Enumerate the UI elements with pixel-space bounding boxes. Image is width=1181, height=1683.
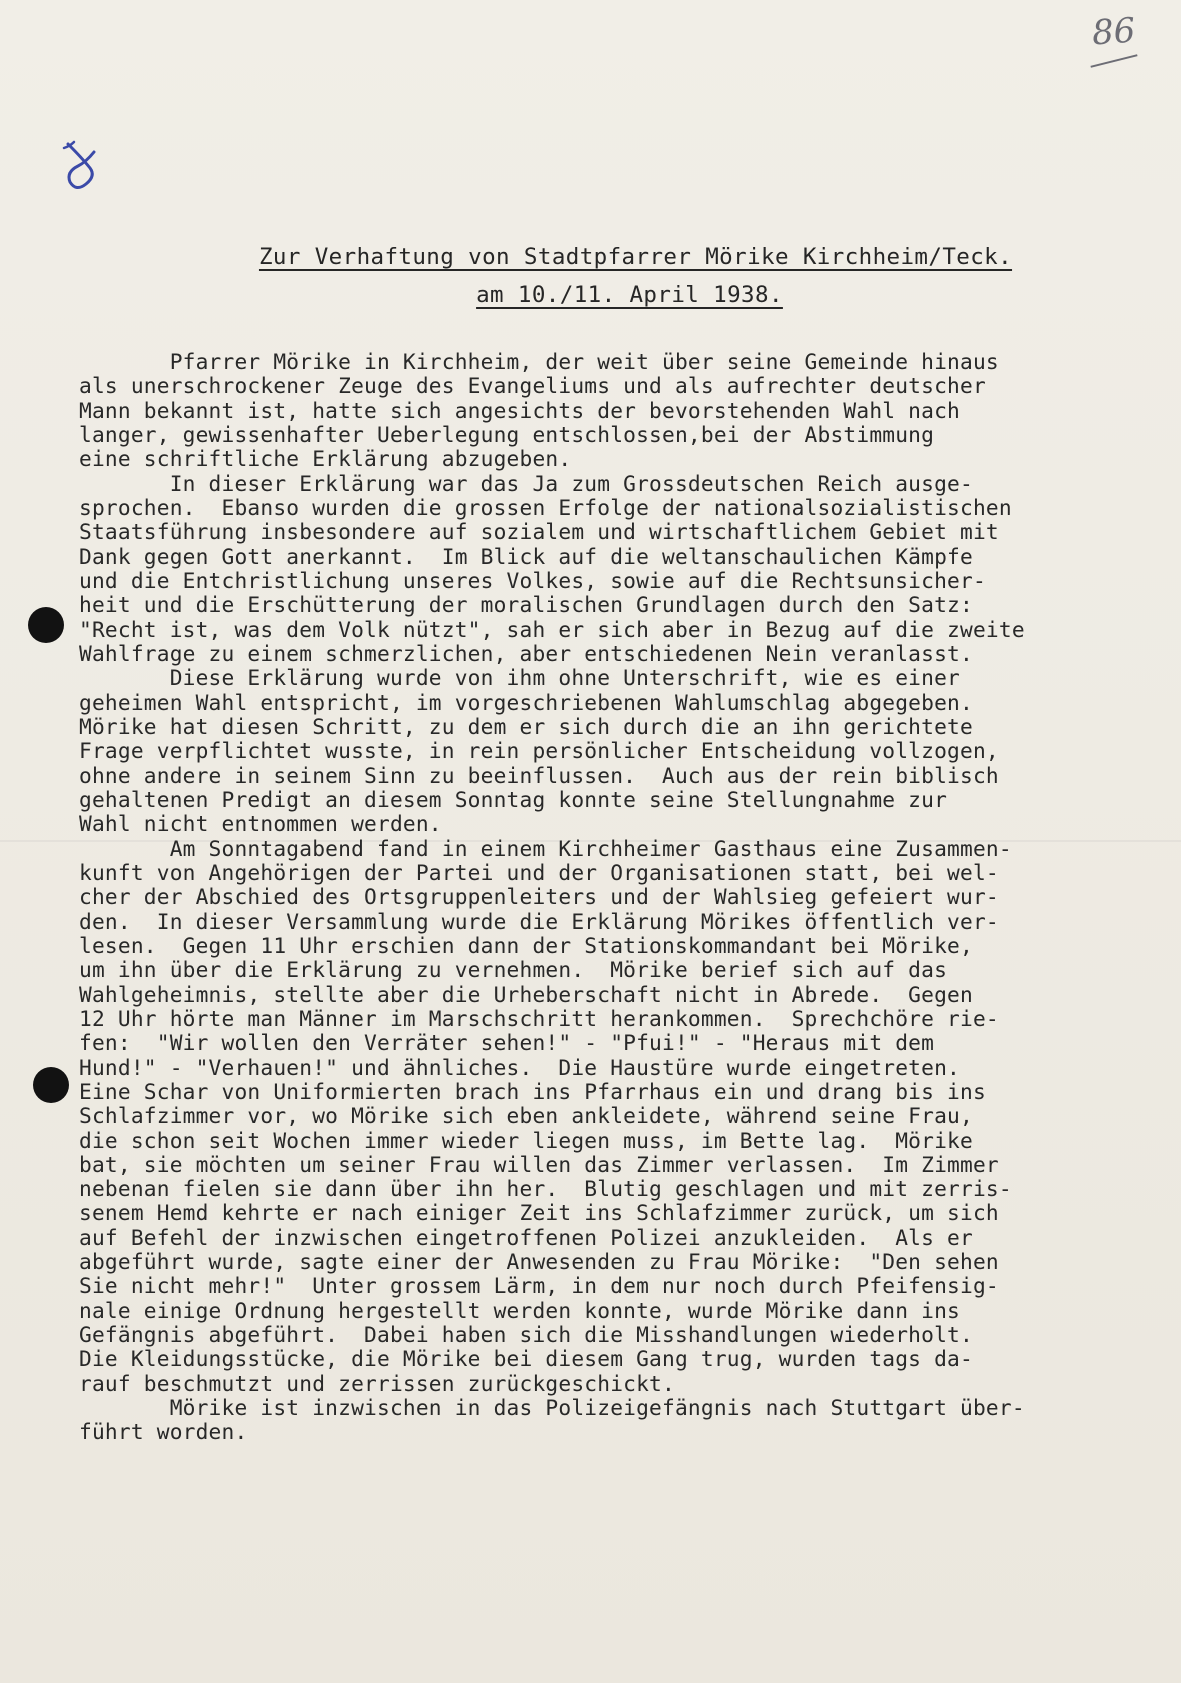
body-line: Mörike ist inzwischen in das Polizeigefängnis nach Stuttgart über- <box>79 1395 1025 1421</box>
body-line: senem Hemd kehrte er nach einiger Zeit ins Schlafzimmer zurück, um sich <box>79 1200 999 1226</box>
body-line: Wahlfrage zu einem schmerzlichen, aber entschiedenen Nein veranlasst. <box>79 640 973 666</box>
body-line: langer, gewissenhafter Ueberlegung entschlossen,bei der Abstimmung <box>79 421 935 447</box>
body-line: geheimen Wahl entspricht, im vorgeschriebenen Wahlumschlag abgegeben. <box>79 689 973 715</box>
body-line: In dieser Erklärung war das Ja zum Grossdeutschen Reich ausge- <box>79 470 973 496</box>
handwritten-mark-icon <box>60 138 100 196</box>
body-line: Frage verpflichtet wusste, in rein persönlicher Entscheidung vollzogen, <box>79 738 999 764</box>
body-line: heit und die Erschütterung der moralischen Grundlagen durch den Satz: <box>79 592 973 618</box>
body-line: nale einige Ordnung hergestellt werden konnte, wurde Mörike dann ins <box>79 1297 961 1323</box>
body-line: cher der Abschied des Ortsgruppenleiters und der Wahlsieg gefeiert wur- <box>79 884 999 910</box>
body-line: Eine Schar von Uniformierten brach ins Pfarrhaus ein und drang bis ins <box>79 1078 986 1104</box>
body-line: auf Befehl der inzwischen eingetroffenen Polizei anzukleiden. Als er <box>79 1224 973 1250</box>
document-title-line-2: am 10./11. April 1938. <box>476 282 783 308</box>
body-line: führt worden. <box>79 1419 248 1445</box>
body-line: Diese Erklärung wurde von ihm ohne Unterschrift, wie es einer <box>79 665 961 691</box>
body-line: Sie nicht mehr!" Unter grossem Lärm, in dem nur noch durch Pfeifensig- <box>79 1273 999 1299</box>
body-line: lesen. Gegen 11 Uhr erschien dann der Stationskommandant bei Mörike, <box>79 932 973 958</box>
body-line: abgeführt wurde, sagte einer der Anwesenden zu Frau Mörike: "Den sehen <box>79 1249 999 1275</box>
body-line: ohne andere in seinem Sinn zu beeinflussen. Auch aus der rein biblisch <box>79 762 999 788</box>
body-line: Pfarrer Mörike in Kirchheim, der weit über seine Gemeinde hinaus <box>79 349 999 374</box>
body-line: Die Kleidungsstücke, die Mörike bei diesem Gang trug, wurden tags da- <box>79 1346 973 1372</box>
body-line: sprochen. Ebanso wurden die grossen Erfolge der nationalsozialistischen <box>79 494 1012 520</box>
body-line: Mörike hat diesen Schritt, zu dem er sich durch die an ihn gerichtete <box>79 713 973 739</box>
body-line: Wahlgeheimnis, stellte aber die Urheberschaft nicht in Abrede. Gegen <box>79 981 973 1007</box>
body-line: bat, sie möchten um seiner Frau willen das Zimmer verlassen. Im Zimmer <box>79 1151 999 1177</box>
body-line: als unerschrockener Zeuge des Evangeliums und als aufrechter deutscher <box>79 373 986 399</box>
document-body <box>79 350 1169 1445</box>
body-line: Gefängnis abgeführt. Dabei haben sich die Misshandlungen wiederholt. <box>79 1322 973 1348</box>
body-line: den. In dieser Versammlung wurde die Erklärung Mörikes öffentlich ver- <box>79 908 999 934</box>
body-line: die schon seit Wochen immer wieder liegen muss, im Bette lag. Mörike <box>79 1127 973 1153</box>
body-line: um ihn über die Erklärung zu vernehmen. Mörike berief sich auf das <box>79 957 948 983</box>
punch-hole <box>33 1067 69 1103</box>
body-line: Staatsführung insbesondere auf sozialem und wirtschaftlichem Gebiet mit <box>79 519 999 545</box>
body-line: 12 Uhr hörte man Männer im Marschschritt herankommen. Sprechchöre rie- <box>79 1005 999 1031</box>
body-line: fen: "Wir wollen den Verräter sehen!" - "Pfui!" - "Heraus mit dem <box>79 1030 935 1056</box>
body-line: Mann bekannt ist, hatte sich angesichts der bevorstehenden Wahl nach <box>79 397 961 423</box>
body-line: eine schriftliche Erklärung abzugeben. <box>79 446 572 472</box>
body-line: "Recht ist, was dem Volk nützt", sah er sich aber in Bezug auf die zweite <box>79 616 1025 642</box>
body-line: nebenan fielen sie dann über ihn her. Blutig geschlagen und mit zerris- <box>79 1176 1012 1202</box>
body-line: Wahl nicht entnommen werden. <box>79 811 442 837</box>
page-number: 86 <box>1090 10 1137 54</box>
body-line: Am Sonntagabend fand in einem Kirchheimer Gasthaus eine Zusammen- <box>79 835 1012 861</box>
body-line: kunft von Angehörigen der Partei und der Organisationen statt, bei wel- <box>79 859 999 885</box>
body-line: und die Entchristlichung unseres Volkes, sowie auf die Rechtsunsicher- <box>79 567 986 593</box>
document-title-line-1: Zur Verhaftung von Stadtpfarrer Mörike Kirchheim/Teck. <box>258 244 1013 270</box>
punch-hole <box>28 607 64 643</box>
body-line: Schlafzimmer vor, wo Mörike sich eben ankleidete, während seine Frau, <box>79 1103 973 1129</box>
body-line: Hund!" - "Verhauen!" und ähnliches. Die Haustüre wurde eingetreten. <box>79 1054 961 1080</box>
body-line: gehaltenen Predigt an diesem Sonntag konnte seine Stellungnahme zur <box>79 786 948 812</box>
body-line: rauf beschmutzt und zerrissen zurückgeschickt. <box>79 1370 675 1396</box>
body-line: Dank gegen Gott anerkannt. Im Blick auf die weltanschaulichen Kämpfe <box>79 543 973 569</box>
